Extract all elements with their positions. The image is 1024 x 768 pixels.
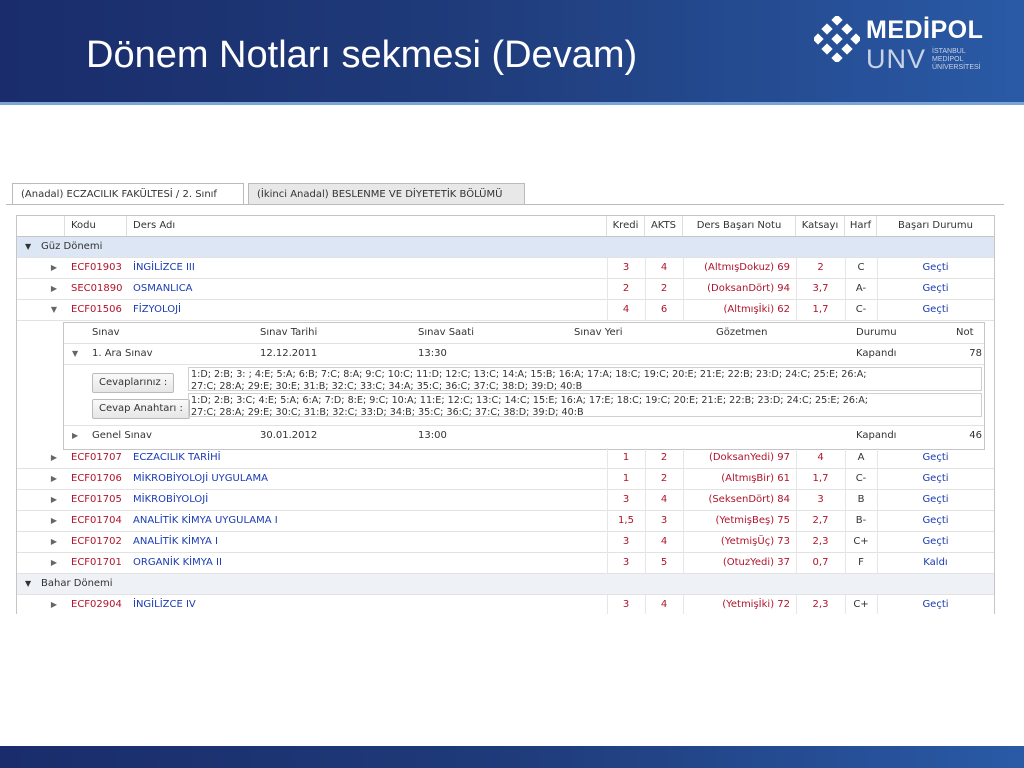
course-katsayi: 2,3 [812, 599, 829, 610]
course-row[interactable] [17, 258, 994, 279]
exam-name: 1. Ara Sınav [92, 348, 153, 359]
course-status: Geçti [922, 452, 949, 463]
col-akts[interactable]: AKTS [645, 216, 683, 236]
course-status: Geçti [922, 473, 949, 484]
course-name[interactable]: ANALİTİK KİMYA I [133, 536, 218, 547]
course-code: ECF01707 [71, 452, 122, 463]
course-akts: 4 [660, 599, 668, 610]
logo-subtitle: İSTANBUL MEDİPOL ÜNİVERSİTESİ [932, 48, 981, 71]
expand-icon[interactable]: ▶ [50, 537, 58, 546]
answer-key-line2: 27:C; 28:A; 29:E; 30:C; 31:B; 32:C; 33:D; 34:B; 35:C; 36:C; 37:C; 38:D; 39:D; 40:B [191, 406, 584, 417]
course-grade: (DoksanDört) 94 [707, 283, 790, 294]
expand-icon[interactable]: ▶ [50, 600, 58, 609]
course-row[interactable] [17, 448, 994, 469]
course-name[interactable]: MİKROBİYOLOJİ [133, 494, 209, 505]
col-harf[interactable]: Harf [845, 216, 877, 236]
logo-mark-icon [814, 16, 860, 62]
course-grade: (SeksenDört) 84 [708, 494, 790, 505]
course-row[interactable] [17, 511, 994, 532]
course-row[interactable] [17, 469, 994, 490]
course-code: ECF01506 [71, 304, 122, 315]
course-akts: 4 [660, 494, 668, 505]
course-code: ECF02904 [71, 599, 122, 610]
course-katsayi: 3,7 [812, 283, 829, 294]
exam-row-genel[interactable] [64, 425, 984, 446]
slide-footer [0, 746, 1024, 768]
course-kredi: 2 [622, 283, 630, 294]
student-answers-line1: 1:D; 2:B; 3: ; 4:E; 5:A; 6:B; 7:C; 8:A; 9:C; 10:C; 11:D; 12:C; 13:C; 14:A; 15:B; 16:A; 17:A; 18:C; 19:C; 20:E; 21:E; 22:B; 23:D; 24:C; 25:E; 26:A; [191, 369, 867, 380]
course-name[interactable]: ANALİTİK KİMYA UYGULAMA I [133, 515, 278, 526]
tab-divider [6, 204, 1004, 205]
student-answers [188, 367, 982, 391]
course-status: Geçti [922, 283, 949, 294]
course-code: ECF01701 [71, 557, 122, 568]
exam-status: Kapandı [856, 430, 897, 441]
exam-status: Kapandı [856, 348, 897, 359]
course-harf: C+ [853, 599, 869, 610]
col-durum[interactable]: Başarı Durumu [898, 220, 973, 231]
exam-row-ara[interactable] [64, 344, 984, 365]
expand-icon[interactable]: ▶ [50, 453, 58, 462]
course-row[interactable] [17, 490, 994, 511]
collapse-icon[interactable]: ▼ [72, 349, 79, 358]
course-akts: 4 [660, 262, 668, 273]
course-katsayi: 2 [817, 262, 824, 273]
course-status: Geçti [922, 536, 949, 547]
col-sinav-tarihi[interactable]: Sınav Tarihi [260, 327, 318, 338]
exam-date: 12.12.2011 [260, 348, 318, 359]
expand-icon[interactable]: ▶ [50, 263, 58, 272]
col-kredi[interactable]: Kredi [607, 216, 645, 236]
tab-anadal[interactable]: (Anadal) ECZACILIK FAKÜLTESİ / 2. Sınıf [12, 183, 244, 205]
group-row-spring[interactable] [17, 574, 994, 595]
course-code: SEC01890 [71, 283, 123, 294]
collapse-icon[interactable]: ▼ [25, 579, 32, 588]
course-akts: 2 [660, 452, 668, 463]
course-kredi: 1 [622, 452, 630, 463]
col-kodu[interactable]: Kodu [65, 216, 127, 236]
course-kredi: 4 [622, 304, 630, 315]
course-grade: (Altmışİki) 62 [723, 304, 790, 315]
course-grade: (YetmişBeş) 75 [715, 515, 790, 526]
group-label: Bahar Dönemi [41, 578, 113, 589]
course-harf: A- [855, 283, 867, 294]
col-not[interactable]: Not [956, 327, 974, 338]
course-name[interactable]: OSMANLICA [133, 283, 193, 294]
course-row[interactable] [17, 553, 994, 574]
slide-title: Dönem Notları sekmesi (Devam) [86, 34, 638, 76]
course-akts: 3 [660, 515, 668, 526]
course-harf: B [857, 494, 865, 505]
expand-icon[interactable]: ▶ [72, 431, 79, 440]
course-akts: 5 [660, 557, 668, 568]
course-code: ECF01903 [71, 262, 122, 273]
course-katsayi: 3 [817, 494, 824, 505]
exam-header [64, 323, 984, 344]
course-grade: (AltmışDokuz) 69 [704, 262, 790, 273]
course-row-expanded[interactable] [17, 300, 994, 321]
course-katsayi: 1,7 [812, 304, 829, 315]
course-katsayi: 2,7 [812, 515, 829, 526]
course-name[interactable]: İNGİLİZCE IV [133, 599, 196, 610]
course-kredi: 3 [622, 494, 630, 505]
course-kredi: 3 [622, 262, 630, 273]
course-status: Geçti [922, 494, 949, 505]
student-answers-line2: 27:C; 28:A; 29:E; 30:E; 31:B; 32:C; 33:C; 34:A; 35:C; 36:C; 37:C; 38:D; 39:D; 40:B [191, 380, 583, 391]
expand-icon[interactable]: ▶ [50, 495, 58, 504]
group-row-fall[interactable] [17, 237, 994, 258]
course-harf: C- [855, 304, 867, 315]
expand-icon[interactable]: ▶ [50, 516, 58, 525]
course-name[interactable]: İNGİLİZCE III [133, 262, 195, 273]
course-row[interactable] [17, 279, 994, 300]
course-name[interactable]: ECZACILIK TARİHİ [133, 452, 221, 463]
course-harf: C+ [853, 536, 869, 547]
course-harf: C- [855, 473, 867, 484]
cevap-anahtari-button[interactable]: Cevap Anahtarı : [92, 399, 190, 419]
col-ders-adi[interactable]: Ders Adı [127, 216, 607, 236]
exam-subtable [63, 322, 985, 450]
col-sinav-yeri[interactable]: Sınav Yeri [574, 327, 623, 338]
group-label: Güz Dönemi [41, 241, 103, 252]
exam-score: 46 [969, 430, 982, 441]
course-katsayi: 0,7 [812, 557, 829, 568]
exam-name: Genel Sınav [92, 430, 152, 441]
course-grade: (DoksanYedi) 97 [708, 452, 790, 463]
exam-date: 30.01.2012 [260, 430, 318, 441]
course-kredi: 1,5 [618, 515, 634, 526]
course-akts: 2 [660, 473, 668, 484]
course-status: Geçti [922, 599, 949, 610]
col-basari-notu[interactable]: Ders Başarı Notu [683, 216, 796, 236]
exam-time: 13:00 [418, 430, 447, 441]
collapse-icon[interactable]: ▼ [25, 242, 32, 251]
course-harf: B- [855, 515, 867, 526]
course-code: ECF01704 [71, 515, 122, 526]
expand-icon[interactable]: ▶ [50, 474, 58, 483]
answer-key-line1: 1:D; 2:B; 3:C; 4:E; 5:A; 6:A; 7:D; 8:E; 9:C; 10:A; 11:E; 12:C; 13:C; 14:C; 15:E; 16:A; 17:E; 18:C; 19:C; 20:E; 21:E; 22:B; 23:D; 24:C; 25:E; 26:A; [191, 395, 869, 406]
course-harf: F [858, 557, 864, 568]
course-status: Geçti [922, 304, 949, 315]
logo-unv: UNV [866, 44, 927, 74]
course-akts: 4 [660, 536, 668, 547]
col-durumu[interactable]: Durumu [856, 327, 897, 338]
course-grade: (Yetmişİki) 72 [722, 599, 790, 610]
medipol-logo [814, 14, 994, 78]
col-sinav[interactable]: Sınav [92, 327, 120, 338]
course-katsayi: 1,7 [812, 473, 829, 484]
course-kredi: 3 [622, 557, 630, 568]
course-katsayi: 2,3 [812, 536, 829, 547]
course-row[interactable] [17, 595, 994, 614]
course-grade: (OtuzYedi) 37 [722, 557, 790, 568]
cevaplariniz-button[interactable]: Cevaplarınız : [92, 373, 174, 393]
course-code: ECF01702 [71, 536, 122, 547]
course-kredi: 1 [622, 473, 630, 484]
exam-score: 78 [969, 348, 982, 359]
col-sinav-saati[interactable]: Sınav Saati [418, 327, 474, 338]
grades-grid [16, 215, 995, 614]
course-grade: (AltmışBir) 61 [721, 473, 790, 484]
logo-brand: MEDİPOL [866, 16, 984, 44]
course-name[interactable]: MİKROBİYOLOJİ UYGULAMA [133, 473, 268, 484]
course-status: Geçti [922, 262, 949, 273]
course-harf: C [857, 262, 865, 273]
course-status: Kaldı [923, 557, 948, 568]
course-status: Geçti [922, 515, 949, 526]
expand-icon[interactable]: ▶ [50, 558, 58, 567]
col-gozetmen[interactable]: Gözetmen [716, 327, 768, 338]
course-kredi: 3 [622, 536, 630, 547]
answer-block [64, 365, 984, 422]
course-code: ECF01706 [71, 473, 122, 484]
slide-header [0, 0, 1024, 105]
answer-key [188, 393, 982, 417]
course-name[interactable]: ORGANİK KİMYA II [133, 557, 222, 568]
exam-time: 13:30 [418, 348, 447, 359]
course-akts: 2 [660, 283, 668, 294]
course-row[interactable] [17, 532, 994, 553]
tab-ikinci-anadal[interactable]: (İkinci Anadal) BESLENME VE DİYETETİK BÖLÜMÜ [248, 183, 525, 204]
collapse-icon[interactable]: ▼ [50, 305, 58, 314]
course-akts: 6 [660, 304, 668, 315]
course-katsayi: 4 [817, 452, 824, 463]
expand-icon[interactable]: ▶ [50, 284, 58, 293]
grades-panel [6, 179, 1004, 613]
course-name[interactable]: FİZYOLOJİ [133, 304, 181, 315]
grid-header [17, 216, 994, 237]
course-grade: (YetmişÜç) 73 [720, 536, 790, 547]
col-katsayi[interactable]: Katsayı [796, 216, 845, 236]
course-harf: A [857, 452, 865, 463]
course-kredi: 3 [622, 599, 630, 610]
course-code: ECF01705 [71, 494, 122, 505]
